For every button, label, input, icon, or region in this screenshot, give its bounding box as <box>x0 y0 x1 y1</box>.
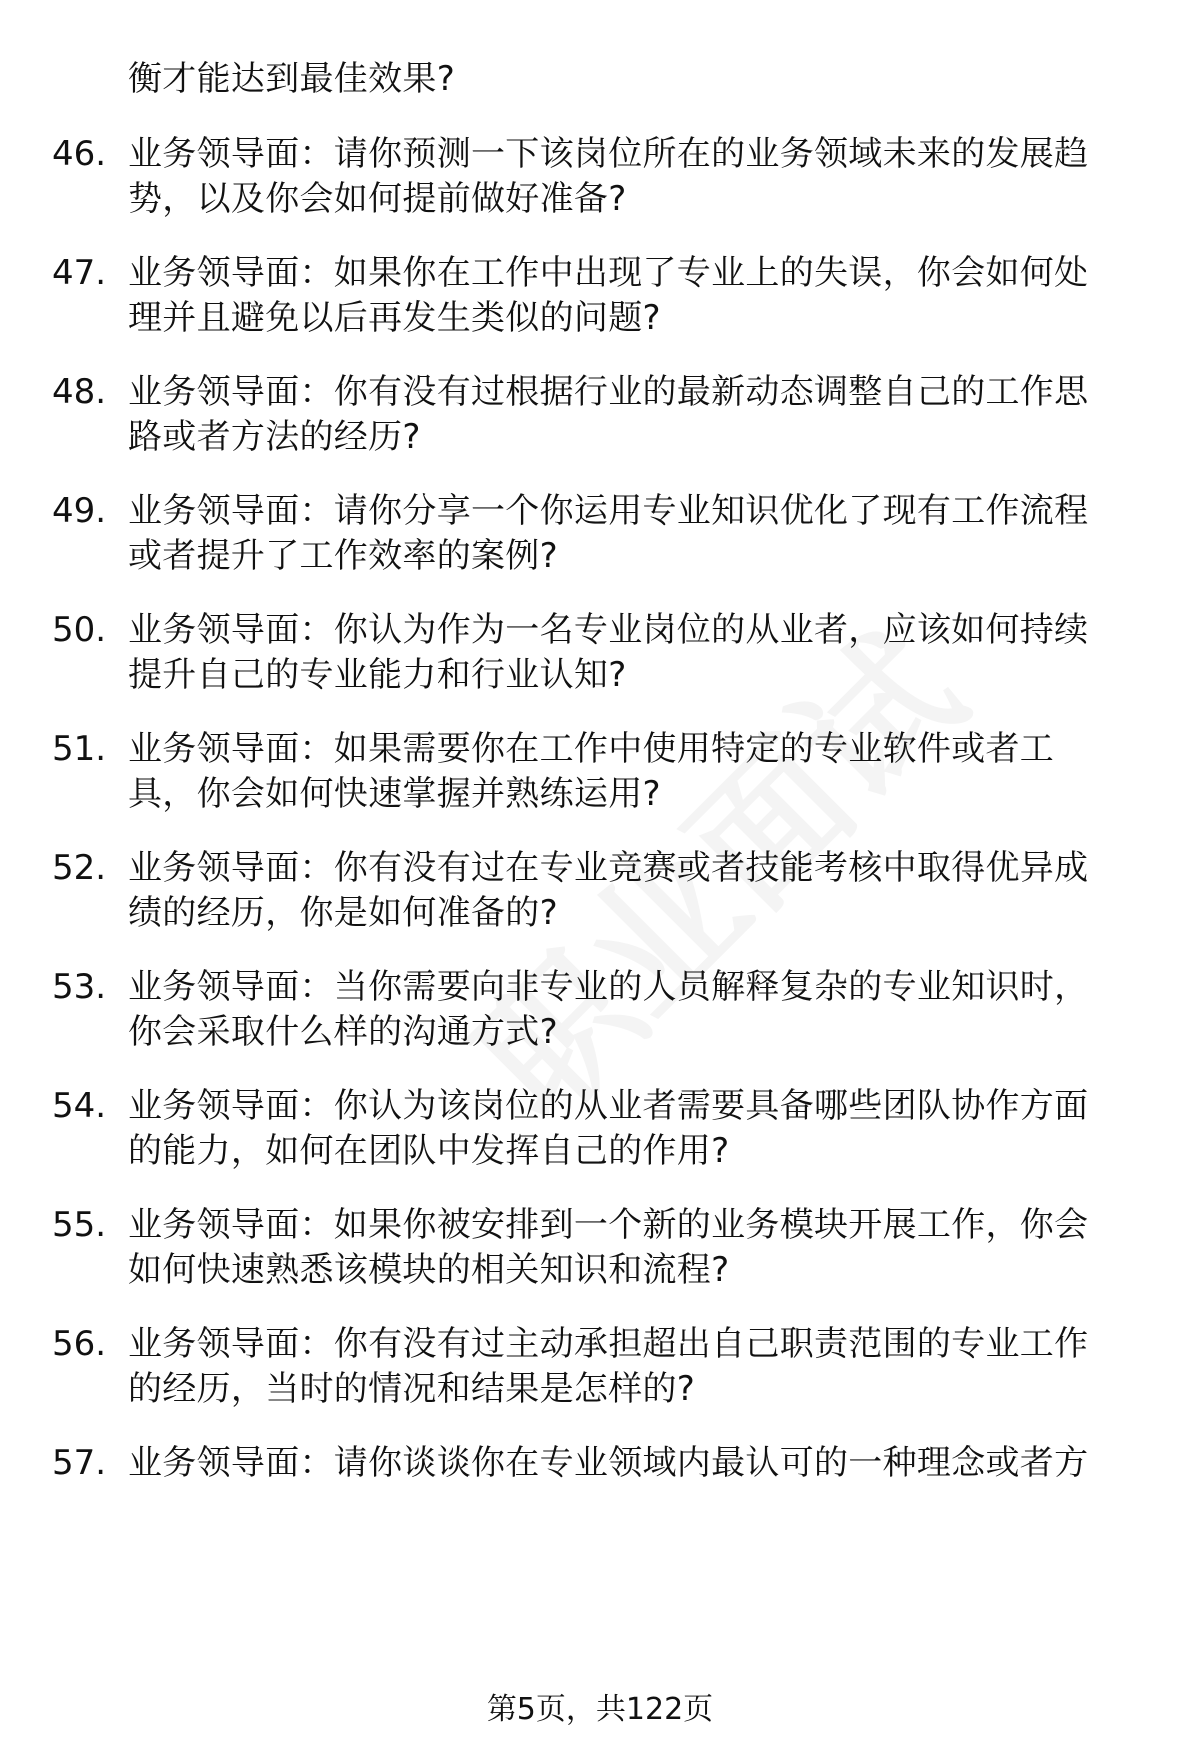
question-text-line: 业务领导面：如果需要你在工作中使用特定的专业软件或者工 <box>128 729 1055 769</box>
question-text-line: 理并且避免以后再发生类似的问题? <box>128 298 661 338</box>
question-number: 48. <box>52 372 107 412</box>
question-number: 51. <box>52 729 107 769</box>
question-text-line: 业务领导面：你有没有过主动承担超出自己职责范围的专业工作 <box>128 1324 1089 1364</box>
question-number: 56. <box>52 1324 107 1364</box>
question-text-line: 业务领导面：如果你在工作中出现了专业上的失误，你会如何处 <box>128 253 1089 293</box>
question-text-line: 业务领导面：你认为该岗位的从业者需要具备哪些团队协作方面 <box>128 1086 1089 1126</box>
question-text-line: 业务领导面：请你分享一个你运用专业知识优化了现有工作流程 <box>128 491 1089 531</box>
question-text-line: 业务领导面：你认为作为一名专业岗位的从业者，应该如何持续 <box>128 610 1089 650</box>
question-number: 52. <box>52 848 107 888</box>
question-number: 57. <box>52 1443 107 1483</box>
question-text-line: 业务领导面：当你需要向非专业的人员解释复杂的专业知识时， <box>128 967 1089 1007</box>
page-footer: 第5页，共122页 <box>486 1692 714 1727</box>
question-number: 53. <box>52 967 107 1007</box>
question-text-line: 业务领导面：请你预测一下该岗位所在的业务领域未来的发展趋 <box>128 134 1089 174</box>
question-text-line: 业务领导面：你有没有过根据行业的最新动态调整自己的工作思 <box>128 372 1089 412</box>
question-number: 47. <box>52 253 107 293</box>
question-number: 55. <box>52 1205 107 1245</box>
question-text-line: 的能力，如何在团队中发挥自己的作用? <box>128 1131 730 1171</box>
question-text-line: 业务领导面：请你谈谈你在专业领域内最认可的一种理念或者方 <box>128 1443 1089 1483</box>
continued-line: 衡才能达到最佳效果? <box>128 59 456 99</box>
question-text-line: 路或者方法的经历? <box>128 417 421 457</box>
question-text-line: 提升自己的专业能力和行业认知? <box>128 655 627 695</box>
question-text-line: 如何快速熟悉该模块的相关知识和流程? <box>128 1250 730 1290</box>
question-text-line: 或者提升了工作效率的案例? <box>128 536 558 576</box>
question-text-line: 业务领导面：你有没有过在专业竞赛或者技能考核中取得优异成 <box>128 848 1089 888</box>
question-number: 54. <box>52 1086 107 1126</box>
question-text-line: 势，以及你会如何提前做好准备? <box>128 179 627 219</box>
question-number: 50. <box>52 610 107 650</box>
question-text-line: 的经历，当时的情况和结果是怎样的? <box>128 1369 696 1409</box>
question-number: 49. <box>52 491 107 531</box>
question-number: 46. <box>52 134 107 174</box>
question-text-line: 业务领导面：如果你被安排到一个新的业务模块开展工作，你会 <box>128 1205 1089 1245</box>
question-text-line: 绩的经历，你是如何准备的? <box>128 893 558 933</box>
question-text-line: 你会采取什么样的沟通方式? <box>128 1012 558 1052</box>
question-text-line: 具，你会如何快速掌握并熟练运用? <box>128 774 661 814</box>
